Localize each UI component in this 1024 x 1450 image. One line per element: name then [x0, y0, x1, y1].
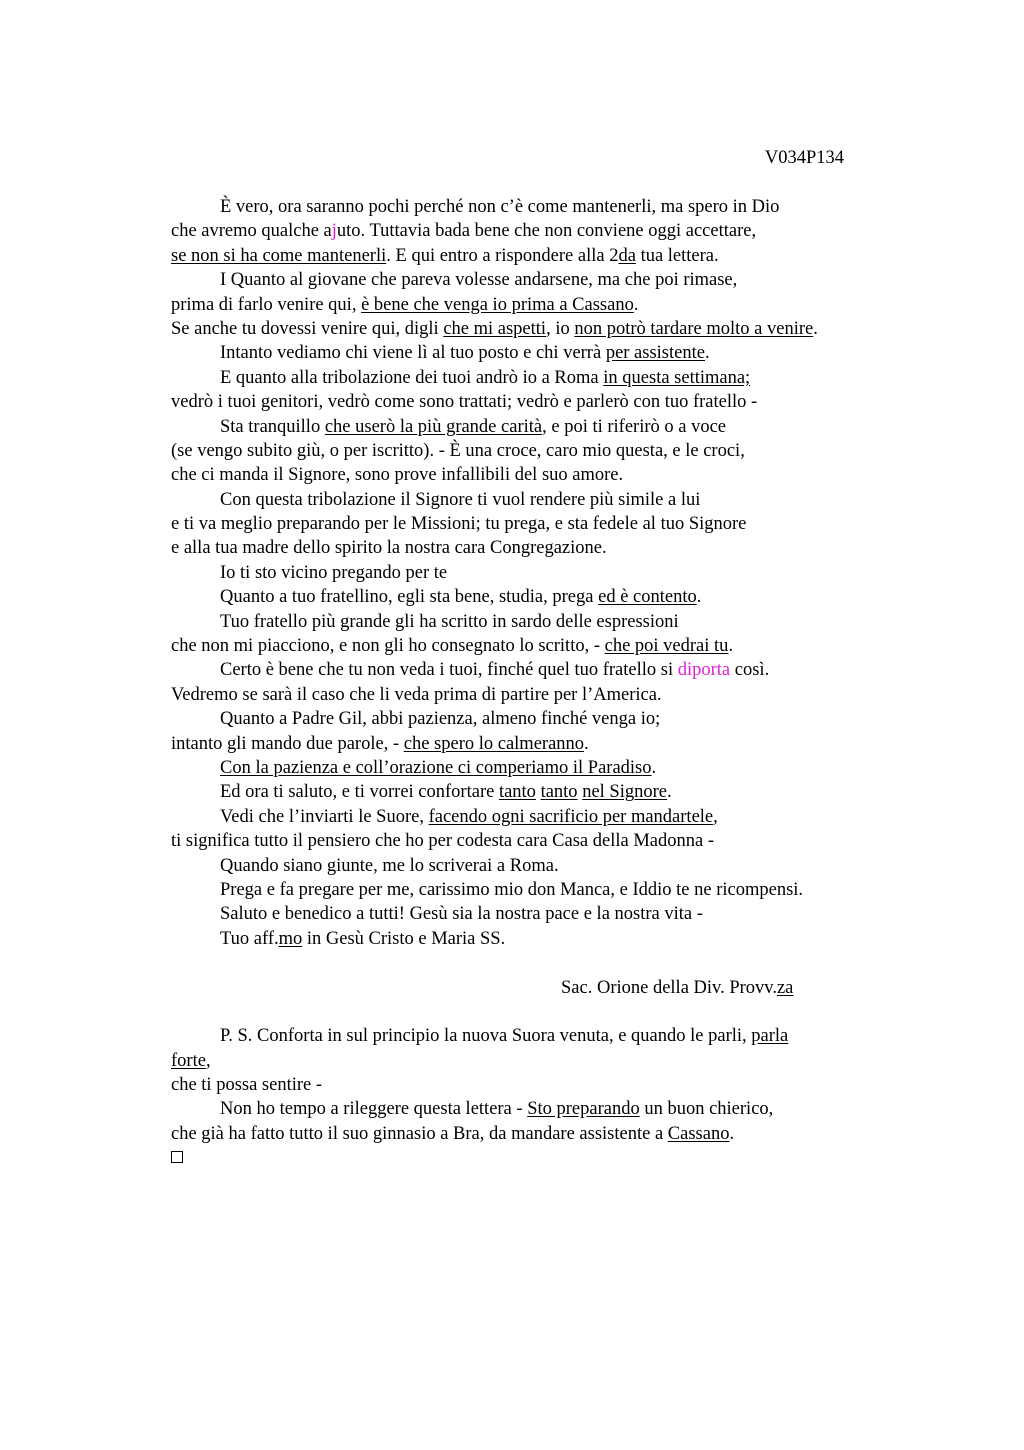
text-run: Vedi che l’inviarti le Suore, — [220, 806, 429, 827]
text-line — [171, 268, 911, 292]
underlined-text: Con la pazienza e coll’orazione ci comperiamo il Paradiso — [220, 757, 652, 778]
text-run: un buon chierico, — [639, 1099, 774, 1120]
text-run: , e poi ti riferirò o a voce — [542, 416, 727, 437]
underlined-text: non potrò tardare molto a venire — [574, 318, 814, 339]
text-run: che ti possa sentire - — [171, 1075, 323, 1096]
text-run: Tuo aff. — [220, 928, 279, 949]
text-run: prima di farlo venire qui, — [171, 294, 362, 315]
text-run: . — [666, 782, 672, 803]
text-line — [171, 927, 911, 951]
text-line — [171, 610, 911, 634]
text-run: Saluto e benedico a tutti! Gesù sia la nostra pace e la nostra vita - — [220, 904, 703, 925]
text-line — [171, 415, 911, 439]
text-line — [171, 756, 911, 780]
text-line — [171, 732, 911, 756]
text-line — [171, 512, 911, 536]
text-run: . — [704, 343, 710, 364]
underlined-text: che spero lo calmeranno — [403, 733, 585, 754]
text-line — [171, 585, 911, 609]
underlined-text: che poi vedrai tu — [604, 636, 729, 657]
text-run: . — [633, 294, 639, 315]
text-run: Sta tranquillo — [220, 416, 325, 437]
text-run: . — [729, 1123, 735, 1144]
text-line — [171, 805, 911, 829]
underlined-text: facendo ogni sacrificio per mandartele — [428, 806, 714, 827]
underlined-text: Cassano — [667, 1123, 730, 1144]
blank-line — [171, 951, 911, 975]
highlighted-text: j — [331, 221, 337, 242]
text-run: P. S. Conforta in sul principio la nuova Suora venuta, e quando le parli, — [220, 1026, 752, 1047]
letter-body — [171, 195, 911, 1171]
highlighted-text: diporta — [677, 660, 731, 681]
text-run: , io — [546, 318, 575, 339]
text-run: Intanto vediamo chi viene lì al tuo posto e chi verrà — [220, 343, 606, 364]
underlined-text: forte — [171, 1050, 206, 1071]
text-line — [171, 683, 911, 707]
text-run: e ti va meglio preparando per le Missioni; tu prega, e sta fedele al tuo Signore — [171, 514, 747, 535]
text-run: . — [728, 636, 734, 657]
signature-line — [171, 976, 911, 1000]
underlined-text: che mi aspetti — [443, 318, 547, 339]
underlined-text: se non si ha come mantenerli — [171, 245, 387, 266]
underlined-text: da — [618, 245, 636, 266]
text-run: Ed ora ti saluto, e ti vorrei confortare — [220, 782, 499, 803]
end-checkbox-line — [171, 1146, 911, 1170]
text-line — [171, 341, 911, 365]
text-run: . — [696, 587, 702, 608]
text-run: Tuo fratello più grande gli ha scritto in sardo delle espressioni — [220, 611, 679, 632]
text-run: e alla tua madre dello spirito la nostra cara Congregazione. — [171, 538, 607, 559]
text-run: I Quanto al giovane che pareva volesse andarsene, ma che poi rimase, — [220, 270, 738, 291]
underlined-text: che userò la più grande carità — [324, 416, 543, 437]
text-run: Certo è bene che tu non veda i tuoi, finché quel tuo fratello si — [220, 660, 678, 681]
text-line — [171, 829, 911, 853]
underlined-text: nel Signore — [582, 782, 667, 803]
text-line — [171, 878, 911, 902]
text-run: Non ho tempo a rileggere questa lettera - — [220, 1099, 528, 1120]
text-run: Quanto a Padre Gil, abbi pazienza, almeno finché venga io; — [220, 709, 661, 730]
text-line — [171, 658, 911, 682]
underlined-text: za — [776, 977, 794, 998]
text-run: ti significa tutto il pensiero che ho per codesta cara Casa della Madonna - — [171, 831, 714, 852]
text-run: tua lettera. — [635, 245, 719, 266]
text-line — [171, 1122, 911, 1146]
text-run: . — [651, 757, 657, 778]
text-run: in Gesù Cristo e Maria SS. — [302, 928, 506, 949]
underlined-text: in questa settimana; — [603, 367, 751, 388]
text-line — [171, 780, 911, 804]
underlined-text: parla — [751, 1026, 789, 1047]
underlined-text: tanto — [498, 782, 536, 803]
underlined-text: è bene che venga io prima a Cassano — [361, 294, 634, 315]
text-line — [171, 1073, 911, 1097]
text-run: vedrò i tuoi genitori, vedrò come sono trattati; vedrò e parlerò con tuo fratello - — [171, 392, 758, 413]
text-run: così. — [730, 660, 770, 681]
text-run: che ci manda il Signore, sono prove infallibili del suo amore. — [171, 465, 624, 486]
text-run: . — [813, 318, 818, 339]
text-line — [171, 488, 911, 512]
text-run: È vero, ora saranno pochi perché non c’è come mantenerli, ma spero in Dio — [220, 197, 780, 217]
square-box-icon — [171, 1151, 183, 1163]
blank-line — [171, 1000, 911, 1024]
underlined-text: mo — [278, 928, 303, 949]
text-line — [171, 244, 911, 268]
underlined-text: ed è contento — [598, 587, 697, 608]
text-line — [171, 634, 911, 658]
text-line — [171, 707, 911, 731]
text-run: (se vengo subito giù, o per iscritto). - È una croce, caro mio questa, e le croci, — [171, 440, 745, 461]
text-run: intanto gli mando due parole, - — [171, 733, 404, 754]
text-run: Sac. Orione della Div. Provv. — [561, 977, 777, 998]
text-line — [171, 561, 911, 585]
text-line — [171, 1097, 911, 1121]
text-line — [171, 1049, 911, 1073]
text-line — [171, 1024, 911, 1048]
text-line — [171, 293, 911, 317]
text-run: Se anche tu dovessi venire qui, digli — [171, 318, 444, 339]
text-run: E quanto alla tribolazione dei tuoi andrò io a Roma — [220, 367, 604, 388]
text-run: che non mi piacciono, e non gli ho consegnato lo scritto, - — [171, 636, 605, 657]
text-line — [171, 317, 911, 341]
text-run: . — [584, 733, 589, 754]
text-run: Con questa tribolazione il Signore ti vuol rendere più simile a lui — [220, 489, 701, 510]
text-line — [171, 219, 911, 243]
page-identifier: V034P134 — [764, 148, 844, 168]
text-run: Io ti sto vicino pregando per te — [220, 562, 448, 583]
text-run: , — [205, 1050, 211, 1071]
text-line — [171, 195, 911, 219]
text-run: Quanto a tuo fratellino, egli sta bene, studia, prega — [220, 587, 599, 608]
text-line — [171, 439, 911, 463]
text-run: uto. Tuttavia bada bene che non conviene oggi accettare, — [336, 221, 757, 242]
text-run: Vedremo se sarà il caso che li veda prima di partire per l’America. — [171, 684, 662, 705]
underlined-text: tanto — [540, 782, 578, 803]
underlined-text: per assistente — [605, 343, 705, 364]
text-line — [171, 463, 911, 487]
text-run: Quando siano giunte, me lo scriverai a Roma. — [220, 855, 559, 876]
text-line — [171, 854, 911, 878]
text-run: . E qui entro a rispondere alla 2 — [386, 245, 619, 266]
text-run: Prega e fa pregare per me, carissimo mio don Manca, e Iddio te ne ricompensi. — [220, 879, 804, 900]
text-line — [171, 536, 911, 560]
text-run: , — [713, 806, 718, 827]
underlined-text: Sto preparando — [527, 1099, 640, 1120]
text-run: che avremo qualche a — [171, 221, 332, 242]
text-line — [171, 390, 911, 414]
text-run: che già ha fatto tutto il suo ginnasio a Bra, da mandare assistente a — [171, 1123, 668, 1144]
text-line — [171, 366, 911, 390]
text-line — [171, 902, 911, 926]
